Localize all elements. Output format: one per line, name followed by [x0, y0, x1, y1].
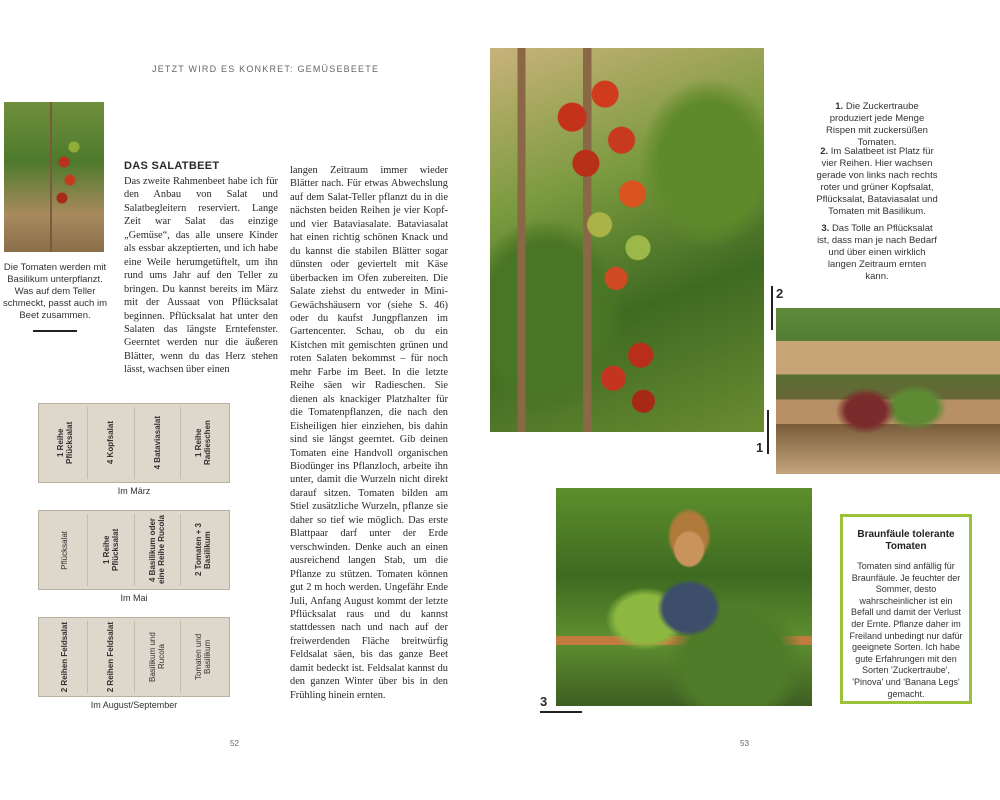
- bed-row-cell: [42, 407, 88, 479]
- bed-scheme-august: [38, 617, 230, 697]
- bed-row-cell: [88, 621, 134, 693]
- bed-row-label: 4 Bataviasalat: [152, 416, 162, 470]
- article-column-1: Das zweite Rahmenbeet habe ich für den Anbau von Salat und Salatbegleitern reserviert. Lange Zeit war Salat das einzige „Gemüse“, das alle unsere Kinder als essbar akzeptierten, und ich habe eine Weile herumgetüftelt, um ihn rund ums Jahr auf den Teller zu bringen. Du kannst bereits im März mit der Aussaat von Pflücksalat beginnen. Pflücksalat hat unter den Salaten das längste Erntefenster. Geerntet werden nur die äußeren Blätter, wenn du das Herz stehen lässt, wachsen über einen: [124, 176, 278, 376]
- info-box: [840, 514, 972, 704]
- bed-row-cell: [135, 514, 181, 586]
- bed-row-label: 1 Reihe Radieschen: [194, 420, 213, 466]
- bed-scheme-march: [38, 403, 230, 483]
- photo-number-3: 3: [540, 694, 548, 709]
- caption-text: Im Salatbeet ist Platz für vier Reihen. Hier wachsen gerade von links nach rechts roter und grüner Kopfsalat, Pflücksalat, Bataviasalat und Tomaten mit Basilikum.: [816, 146, 938, 217]
- page-number-right: 53: [740, 739, 749, 748]
- bed-row-label: 1 Reihe Pflücksalat: [101, 528, 120, 572]
- bed-row-label: Basilikum und Rucola: [148, 632, 167, 682]
- bed-row-label: 4 Basilikum oder eine Reihe Rucola: [148, 515, 167, 585]
- caption-text: Das Tolle an Pflücksalat ist, dass man je nach Bedarf und über einen wirklich langen Zeitraum ernten kann.: [817, 223, 937, 282]
- bed-row-label: 2 Reihen Feldsalat: [106, 621, 116, 693]
- caption-number: 1.: [835, 101, 844, 112]
- article-heading: DAS SALATBEET: [124, 160, 220, 172]
- bed-row-label: 2 Tomaten + 3 Basilikum: [194, 523, 213, 577]
- info-box-body: Tomaten sind anfällig für Braunfäule. Je feuchter der Sommer, desto wahrscheinlicher ist ein Befall und damit der Verlust der Ernte. Pflanze daher im Freiland unbedingt nur dafür geeignete Sorten. Ich habe gute Erfahrungen mit den Sorten 'Zuckertraube', 'Pinova' und 'Banana Legs' gemacht.: [849, 561, 963, 699]
- caption-number: 2.: [820, 146, 829, 157]
- caption-text: Die Zuckertraube produziert jede Menge Rispen mit zuckersüßen Tomaten.: [826, 101, 928, 148]
- page-number-left: 52: [230, 739, 239, 748]
- scheme-label-may: Im Mai: [120, 593, 148, 603]
- info-box-title: Braunfäule tolerante Tomaten: [857, 529, 955, 552]
- bed-row-cell: [135, 621, 181, 693]
- photo-number-2: 2: [776, 286, 784, 301]
- bed-row-cell: [181, 621, 226, 693]
- photo-caption-3: [816, 223, 938, 283]
- bed-row-cell: [42, 621, 88, 693]
- cherry-tomato-photo: [490, 48, 764, 432]
- bed-scheme-may: [38, 510, 230, 590]
- scheme-label-march: Im März: [117, 486, 151, 496]
- bed-row-cell: [181, 514, 226, 586]
- bed-row-cell: [88, 514, 134, 586]
- photo-caption-2: [816, 146, 938, 218]
- photo-caption-1: [816, 101, 938, 149]
- bed-row-cell: [42, 514, 88, 586]
- bed-row-cell: [135, 407, 181, 479]
- photo-number-1: 1: [756, 440, 764, 455]
- caption-divider: [33, 330, 77, 332]
- small-photo-caption: Die Tomaten werden mit Basilikum unterpflanzt. Was auf dem Teller schmeckt, passt auch im Beet zusammen.: [2, 262, 107, 321]
- bed-row-cell: [88, 407, 134, 479]
- bed-row-label: Pflücksalat: [60, 530, 70, 570]
- bed-row-label: Tomaten und Basilikum: [194, 633, 213, 681]
- bed-row-label: 4 Kopfsalat: [106, 421, 116, 465]
- tomato-basil-photo: [4, 102, 104, 252]
- gardener-harvest-photo: [556, 488, 812, 706]
- salad-bed-photo: [776, 308, 1000, 474]
- bed-row-label: 1 Reihe Pflücksalat: [55, 421, 74, 465]
- running-head: JETZT WIRD ES KONKRET: GEMÜSEBEETE: [152, 64, 380, 74]
- caption-number: 3.: [821, 223, 830, 234]
- article-column-2: langen Zeitraum immer wieder Blätter nach. Für etwas Abwechslung auf dem Salat-Teller pflanzt du in die nächsten beiden Reihen je vier Kopf- und vier Bataviasalate. Bataviasalat hat einen richtig schönen Knack und du kannst die stabilen Blätter sogar dünsten oder geviertelt mit Käse überbacken im Ofen zubereiten. Die Salate ziehst du entweder in Mini-Gewächshäusern vor (siehe S. 46) oder du kaufst Jungpflanzen im Gartencenter. Schau, ob du ein Kistchen mit gemischten grünen und roten Salaten bekommst – für noch mehr Farbe im Beet. In die letzte Reihe säen wir Radieschen. Sie dienen als knackiger Platzhalter für die Tomatenpflanzen, die nach den Eisheiligen hier einziehen, bis dahin sind sie längst geerntet. Gib deinen Tomaten eine Handvoll organischen Biodünger ins Pflanzloch, arbeite ihn unter, damit die Wurzeln nicht direkt darauf sitzen. Tomaten bilden am Stiel zusätzliche Wurzeln, pflanze sie daher so tief wie möglich. Das erste Blattpaar darf unter der Erde verschwinden. Denke auch an einen ausreichend langen Stab, um die Pflanze zu stützen. Tomaten können gut 2 m hoch werden. Ungefähr Ende Juli, Anfang August kommt der letzte Pflücksalat raus und du kannst stattdessen nach und nach auf der freiwerdenden Fläche breitwürfig Feldsalat säen, bis das ganze Beet damit bedeckt ist. Feldsalat kannst du den ganzen Winter über bis in den Frühling hinein ernten.: [290, 165, 448, 701]
- bed-row-cell: [181, 407, 226, 479]
- bed-row-label: 2 Reihen Feldsalat: [60, 621, 70, 693]
- photo-marker-line: [767, 410, 769, 454]
- photo-marker-line: [771, 286, 773, 330]
- photo-marker-line: [540, 711, 582, 713]
- scheme-label-august: Im August/September: [90, 700, 178, 710]
